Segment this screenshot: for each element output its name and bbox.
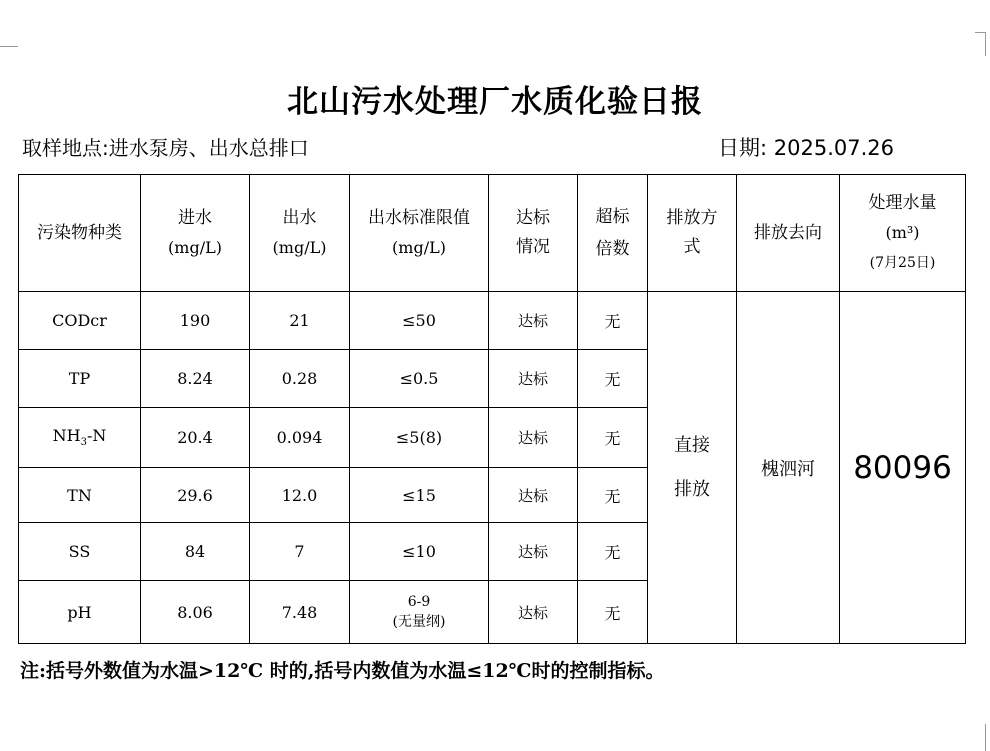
water-quality-table [18,174,966,644]
pollutant-name: CODcr [19,292,141,350]
footnote: 注:括号外数值为水温>12℃ 时的,括号内数值为水温≤12℃时的控制指标。 [20,660,665,682]
inflow-value: 84 [141,523,250,581]
exceed-value: 无 [578,581,648,644]
pollutant-name: SS [19,523,141,581]
corner-mark-top-right-v [985,32,986,56]
header-pollutant: 污染物种类 [19,175,141,292]
corner-mark-bottom-right-v [985,724,986,751]
header-volume: 处理水量 (m³) (7月25日) [840,175,966,292]
inflow-value: 29.6 [141,468,250,523]
outflow-value: 7.48 [250,581,350,644]
exceed-value: 无 [578,408,648,468]
status-value: 达标 [489,523,578,581]
limit-value: ≤5(8) [350,408,489,468]
header-outflow: 出水 (mg/L) [250,175,350,292]
header-row [19,175,966,292]
limit-value: ≤0.5 [350,350,489,408]
outflow-value: 21 [250,292,350,350]
corner-mark-top-left-h [0,46,18,47]
pollutant-name: TP [19,350,141,408]
exceed-value: 无 [578,350,648,408]
discharge-destination: 槐泗河 [737,292,840,644]
exceed-value: 无 [578,292,648,350]
status-value: 达标 [489,292,578,350]
table-row [19,292,966,350]
status-value: 达标 [489,350,578,408]
header-destination: 排放去向 [737,175,840,292]
status-value: 达标 [489,468,578,523]
inflow-value: 8.24 [141,350,250,408]
pollutant-name: $NH_3-N$ [19,408,141,468]
header-inflow: 进水 (mg/L) [141,175,250,292]
treated-volume: 80096 [840,292,966,644]
header-exceed: 超标 倍数 [578,175,648,292]
outflow-value: 0.28 [250,350,350,408]
status-value: 达标 [489,408,578,468]
pollutant-name: TN [19,468,141,523]
header-status: 达标 情况 [489,175,578,292]
inflow-value: 190 [141,292,250,350]
outflow-value: 12.0 [250,468,350,523]
corner-mark-top-right-h [975,32,985,33]
inflow-value: 8.06 [141,581,250,644]
status-value: 达标 [489,581,578,644]
inflow-value: 20.4 [141,408,250,468]
header-limit: 出水标准限值 (mg/L) [350,175,489,292]
discharge-method: 直接 排放 [648,292,737,644]
limit-value: 6-9 (无量纲) [350,581,489,644]
sampling-location: 取样地点:进水泵房、出水总排口 [22,136,309,160]
exceed-value: 无 [578,523,648,581]
limit-value: ≤50 [350,292,489,350]
limit-value: ≤15 [350,468,489,523]
page-title: 北山污水处理厂水质化验日报 [287,84,703,120]
header-method: 排放方 式 [648,175,737,292]
report-date: 日期: 2025.07.26 [718,136,894,160]
outflow-value: 7 [250,523,350,581]
exceed-value: 无 [578,468,648,523]
outflow-value: 0.094 [250,408,350,468]
limit-value: ≤10 [350,523,489,581]
pollutant-name: pH [19,581,141,644]
